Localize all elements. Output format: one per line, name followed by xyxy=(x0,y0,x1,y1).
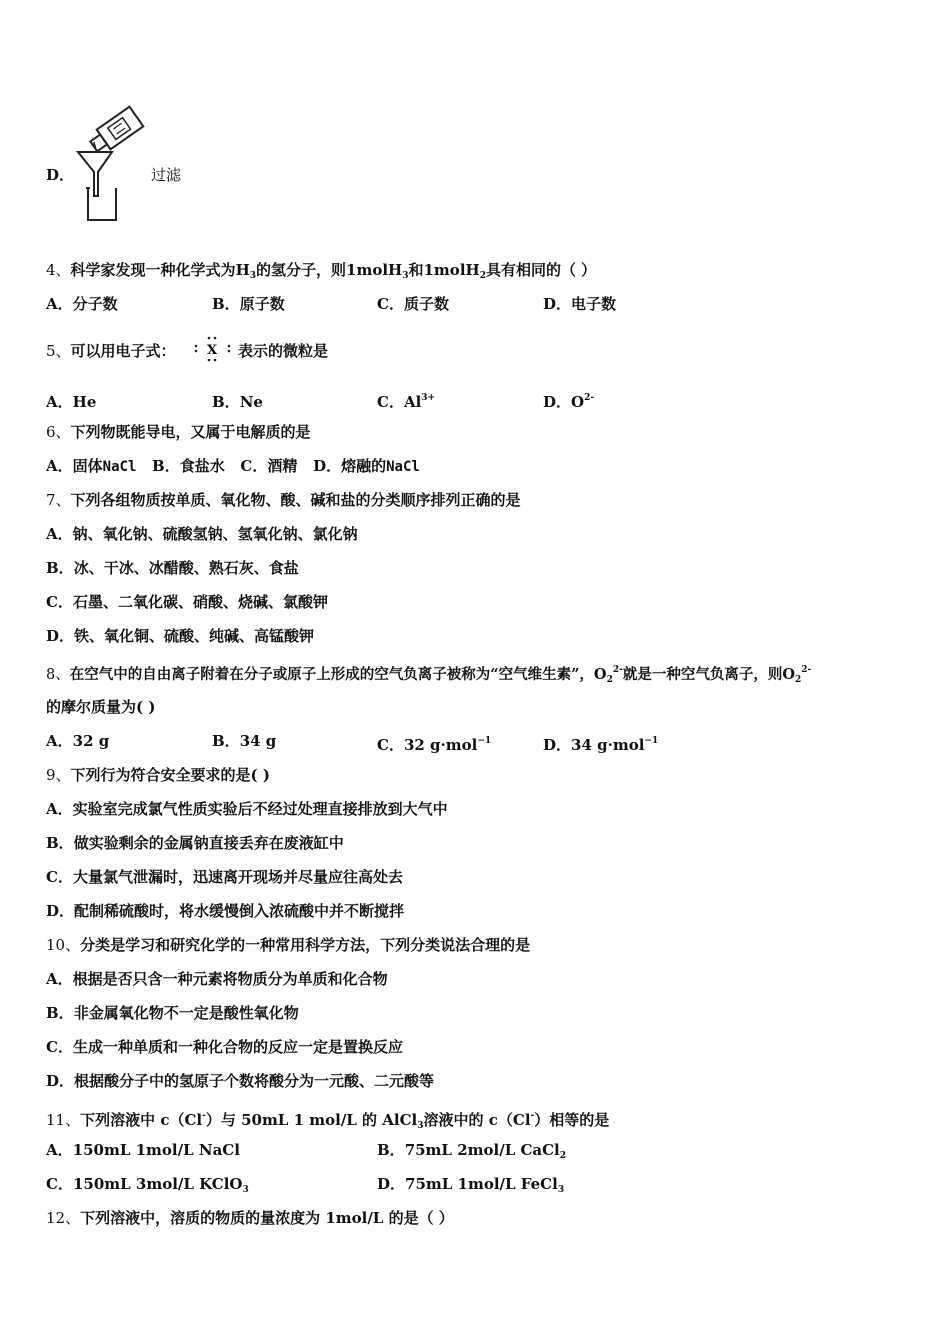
question-8: 8、在空气中的自由离子附着在分子或原子上形成的空气负离子被称为“空气维生素”，$O_2^{2-}$就是一种空气负离子，则$O_2^{2-}$ xyxy=(46,665,812,685)
q8-option-d[interactable]: D．34 g·mol$^{-1}$ xyxy=(543,736,659,754)
question-11: 11、下列溶液中 c（Cl-）与 50mL 1 mol/L 的 AlCl$_3$溶液中的 c（Cl-）相等的是 xyxy=(46,1111,610,1131)
q5-option-a[interactable]: A．He xyxy=(46,393,97,411)
filtration-apparatus-icon xyxy=(72,100,162,225)
q6-option-c[interactable]: C．酒精 xyxy=(240,457,298,475)
q4-option-a[interactable]: A．分子数 xyxy=(46,295,118,313)
q11-option-b[interactable]: B．75mL 2mol/L CaCl$_2$ xyxy=(377,1141,567,1161)
q8-option-a[interactable]: A．32 g xyxy=(46,732,110,750)
question-5: 5、可以用电子式： xyxy=(46,342,176,360)
q9-option-d[interactable]: D．配制稀硫酸时，将水缓慢倒入浓硫酸中并不断搅拌 xyxy=(46,902,405,920)
q10-option-b[interactable]: B．非金属氧化物不一定是酸性氧化物 xyxy=(46,1004,299,1022)
q5-option-d[interactable]: D．$O^{2-}$ xyxy=(543,393,595,411)
q6-option-b[interactable]: B．食盐水 xyxy=(152,457,225,475)
q7-option-b[interactable]: B．冰、干冰、冰醋酸、熟石灰、食盐 xyxy=(46,559,299,577)
question-7: 7、下列各组物质按单质、氧化物、酸、碱和盐的分类顺序排列正确的是 xyxy=(46,491,521,509)
q7-option-a[interactable]: A．钠、氧化钠、硫酸氢钠、氢氧化钠、氯化钠 xyxy=(46,525,358,543)
question-6: 6、下列物既能导电，又属于电解质的是 xyxy=(46,423,311,441)
q3-option-d-text: 过滤 xyxy=(151,166,182,184)
q9-option-b[interactable]: B．做实验剩余的金属钠直接丢弃在废液缸中 xyxy=(46,834,344,852)
q4-option-b[interactable]: B．原子数 xyxy=(212,295,285,313)
beaker-icon xyxy=(88,188,116,220)
q9-option-a[interactable]: A．实验室完成氯气性质实验后不经过处理直接排放到大气中 xyxy=(46,800,448,818)
q5-stem-post: 表示的微粒是 xyxy=(238,342,329,360)
q11-option-d[interactable]: D．75mL 1mol/L FeCl$_3$ xyxy=(377,1175,565,1195)
question-10: 10、分类是学习和研究化学的一种常用科学方法，下列分类说法合理的是 xyxy=(46,936,531,954)
question-12: 12、下列溶液中，溶质的物质的量浓度为 1mol/L 的是（ ） xyxy=(46,1209,454,1227)
q3-option-d-label: D． xyxy=(46,166,75,184)
q6-options xyxy=(46,456,420,477)
q4-option-d[interactable]: D．电子数 xyxy=(543,295,617,313)
q8-option-c[interactable]: C．32 g·mol$^{-1}$ xyxy=(377,736,492,754)
filtration-apparatus-figure xyxy=(72,100,162,229)
q6-option-d[interactable]: D．熔融的NaCl xyxy=(313,457,420,475)
q10-option-c[interactable]: C．生成一种单质和一种化合物的反应一定是置换反应 xyxy=(46,1038,403,1056)
q4-option-c[interactable]: C．质子数 xyxy=(377,295,449,313)
q8-option-b[interactable]: B．34 g xyxy=(212,732,277,750)
q9-option-c[interactable]: C．大量氯气泄漏时，迅速离开现场并尽量应往高处去 xyxy=(46,868,403,886)
question-number: 4、 xyxy=(46,261,71,279)
q5-option-c[interactable]: C．$Al^{3+}$ xyxy=(377,393,436,411)
q7-option-d[interactable]: D．铁、氧化铜、硫酸、纯碱、高锰酸钾 xyxy=(46,627,315,645)
q11-option-c[interactable]: C．150mL 3mol/L KClO$_3$ xyxy=(46,1175,249,1195)
q4-stem-pre: 科学家发现一种化学式为 xyxy=(70,261,236,279)
funnel-icon xyxy=(78,152,112,196)
q7-option-c[interactable]: C．石墨、二氧化碳、硝酸、烧碱、氯酸钾 xyxy=(46,593,328,611)
element-symbol: X xyxy=(206,343,218,358)
q6-option-a[interactable]: A．固体NaCl xyxy=(46,457,137,475)
q5-option-b[interactable]: B．Ne xyxy=(212,393,263,411)
question-9: 9、下列行为符合安全要求的是( ) xyxy=(46,766,270,784)
electron-dot-formula xyxy=(193,335,237,363)
q11-option-a[interactable]: A．150mL 1mol/L NaCl xyxy=(46,1141,240,1159)
question-4: 4、科学家发现一种化学式为$H_3$的氢分子，则1molH$_3$和1molH$_2$具有相同的（ ） xyxy=(46,261,597,281)
q10-option-a[interactable]: A．根据是否只含一种元素将物质分为单质和化合物 xyxy=(46,970,388,988)
q10-option-d[interactable]: D．根据酸分子中的氢原子个数将酸分为一元酸、二元酸等 xyxy=(46,1072,435,1090)
q8-stem-line2: 的摩尔质量为( ) xyxy=(46,698,156,716)
